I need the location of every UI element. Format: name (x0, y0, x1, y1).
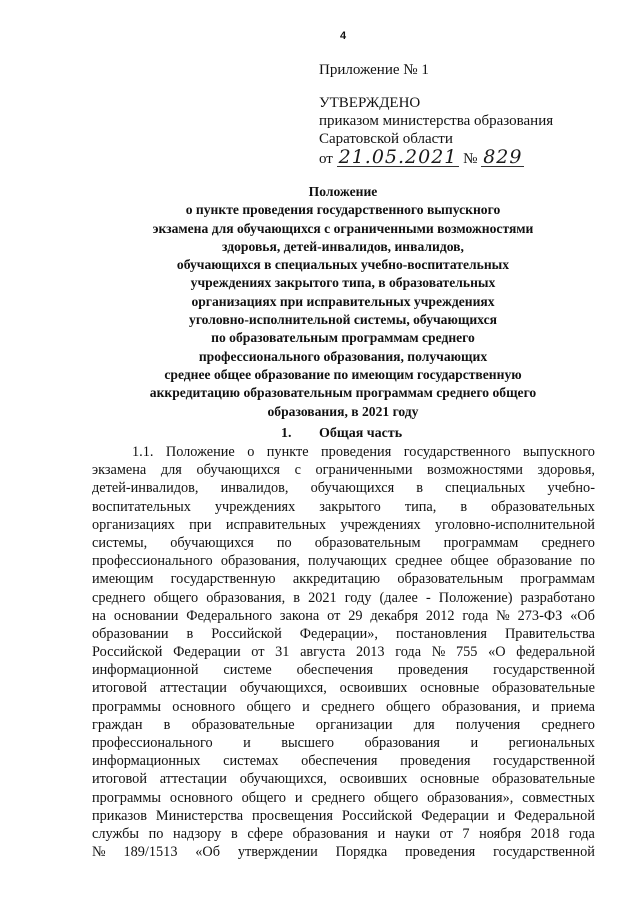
approval-line-order: приказом министерства образования (319, 113, 554, 129)
body-line: Российской Федерации от 31 августа 2013 года № 755 «О федеральной (92, 644, 595, 661)
body-line: среднего общего образования, в 2021 году (далее - Положение) разработано (92, 589, 595, 606)
page-number: 4 (339, 30, 347, 42)
section-number: 1. (281, 426, 292, 441)
heading-line: среднее общее образование по имеющим государственную (164, 366, 522, 382)
heading-line: по образовательным программам среднего (211, 330, 475, 346)
heading-line: организациях при исправительных учреждениях (191, 293, 495, 309)
from-prefix: от (319, 151, 333, 167)
body-line: информационных системах обеспечения проведения государственной (92, 753, 595, 770)
section-title (281, 425, 402, 443)
appendix-label: Приложение № 1 (319, 62, 429, 78)
heading-line: профессионального образования, получающих (198, 348, 488, 364)
heading-line: здоровья, детей-инвалидов, инвалидов, (222, 238, 464, 254)
body-line: № 189/1513 «Об утверждении Порядка проведения государственной (92, 844, 595, 861)
body-line: службы по надзору в сфере образования и науки от 7 ноября 2018 года (92, 825, 595, 842)
body-line: образовании в Российской Федерации», постановления Правительства (92, 625, 595, 642)
heading-line: учреждениях закрытого типа, в образовательных (190, 275, 496, 291)
body-line: детей-инвалидов, инвалидов, обучающихся в специальных учебно- (92, 480, 595, 497)
body-line: экзамена для обучающихся с ограниченными возможностями здоровья, (92, 462, 595, 479)
body-line: программы основного общего и среднего общего образования, и приема (92, 698, 595, 715)
heading-line: аккредитацию образовательным программам среднего общего (149, 385, 537, 401)
number-prefix: № (463, 151, 478, 167)
body-line: программы основного общего и среднего общего образования», совместных (92, 789, 595, 806)
body-paragraph (92, 443, 595, 861)
body-line: на основании Федерального закона от 29 декабря 2012 года № 273-ФЗ «Об (92, 607, 595, 624)
heading-line: образования, в 2021 году (267, 403, 419, 419)
body-line: системы, обучающихся по образовательным программам среднего (92, 534, 595, 551)
section-name: Общая часть (319, 426, 403, 441)
heading-line: экзамена для обучающихся с ограниченными возможностями (152, 220, 534, 236)
approval-date-line (319, 148, 553, 168)
body-line: имеющим государственную аккредитацию образовательным программам (92, 571, 595, 588)
handwritten-date: 21.05.2021 (338, 146, 458, 168)
heading-title: Положение (308, 184, 378, 199)
body-line: граждан в образовательные организации для получения среднего (92, 716, 595, 733)
heading-line: уголовно-исполнительной системы, обучающихся (189, 312, 497, 328)
approval-block (319, 94, 553, 168)
body-line: воспитательных учреждениях закрытого типа, в образовательных (92, 498, 595, 515)
body-line: организациях при исправительных учреждениях уголовно-исполнительной (92, 516, 595, 533)
body-line: профессионального и высшего образования и региональных (92, 735, 595, 751)
body-line: итоговой аттестации обучающихся, освоивших основные образовательные (92, 771, 595, 788)
body-line: информационной системе обеспечения проведения государственной (92, 662, 595, 679)
body-line: профессионального образования, получающих среднее общее образование по (92, 553, 595, 570)
body-line: итоговой аттестации обучающихся, освоивших основные образовательные (92, 680, 595, 697)
body-line: приказов Министерства просвещения Российской Федерации и Федеральной (92, 807, 595, 824)
approval-title: УТВЕРЖДЕНО (319, 95, 421, 111)
body-line: 1.1. Положение о пункте проведения государственного выпускного (132, 444, 595, 460)
document-heading (110, 183, 576, 421)
heading-line: о пункте проведения государственного выпускного (185, 202, 501, 218)
handwritten-number: 829 (483, 146, 523, 168)
heading-line: обучающихся в специальных учебно-воспитательных (176, 257, 510, 273)
approval-line-region: Саратовской области (319, 131, 453, 147)
